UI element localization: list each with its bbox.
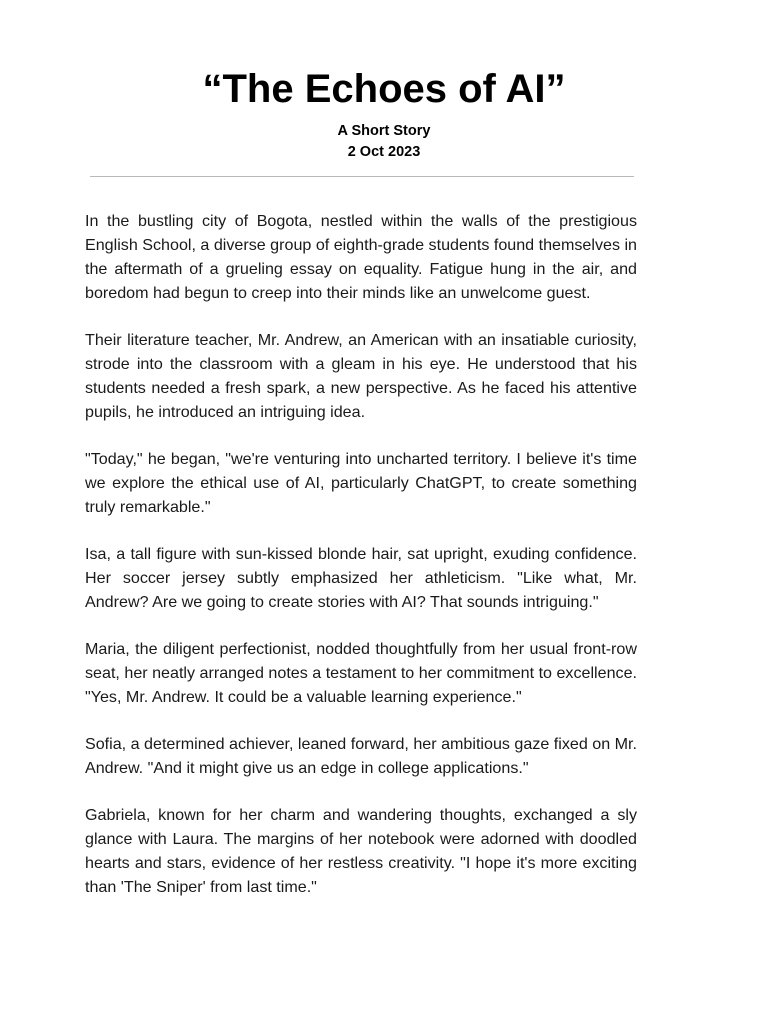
story-paragraph: Maria, the diligent perfectionist, nodded thoughtfully from her usual front-row seat, her neatly arranged notes a testament to her commitment to excellence. "Yes, Mr. Andrew. It could be a valuable learning experience." (85, 640, 637, 706)
story-body (85, 209, 637, 922)
story-paragraph: Sofia, a determined achiever, leaned forward, her ambitious gaze fixed on Mr. Andrew. "And it might give us an edge in college applications." (85, 735, 637, 777)
story-paragraph: In the bustling city of Bogota, nestled within the walls of the prestigious English School, a diverse group of eighth-grade students found themselves in the aftermath of a grueling essay on equality. Fatigue hung in the air, and boredom had begun to creep into their minds like an unwelcome guest. (85, 212, 637, 302)
story-paragraph: Isa, a tall figure with sun-kissed blonde hair, sat upright, exuding confidence. Her soccer jersey subtly emphasized her athleticism. "Like what, Mr. Andrew? Are we going to create stories with AI? That sounds intriguing." (85, 545, 637, 611)
story-paragraph: Their literature teacher, Mr. Andrew, an American with an insatiable curiosity, strode into the classroom with a gleam in his eye. He understood that his students needed a fresh spark, a new perspective. As he faced his attentive pupils, he introduced an intriguing idea. (85, 331, 637, 421)
title-divider (90, 176, 634, 177)
document-title: “The Echoes of AI” (202, 67, 566, 111)
document-subtitle: A Short Story (337, 123, 431, 139)
story-paragraph: Gabriela, known for her charm and wandering thoughts, exchanged a sly glance with Laura. The margins of her notebook were adorned with doodled hearts and stars, evidence of her restless creativity. "I hope it's more exciting than 'The Sniper' from last time." (85, 806, 637, 896)
story-paragraph: "Today," he began, "we're venturing into uncharted territory. I believe it's time we explore the ethical use of AI, particularly ChatGPT, to create something truly remarkable." (85, 450, 637, 516)
document-date: 2 Oct 2023 (347, 144, 421, 160)
